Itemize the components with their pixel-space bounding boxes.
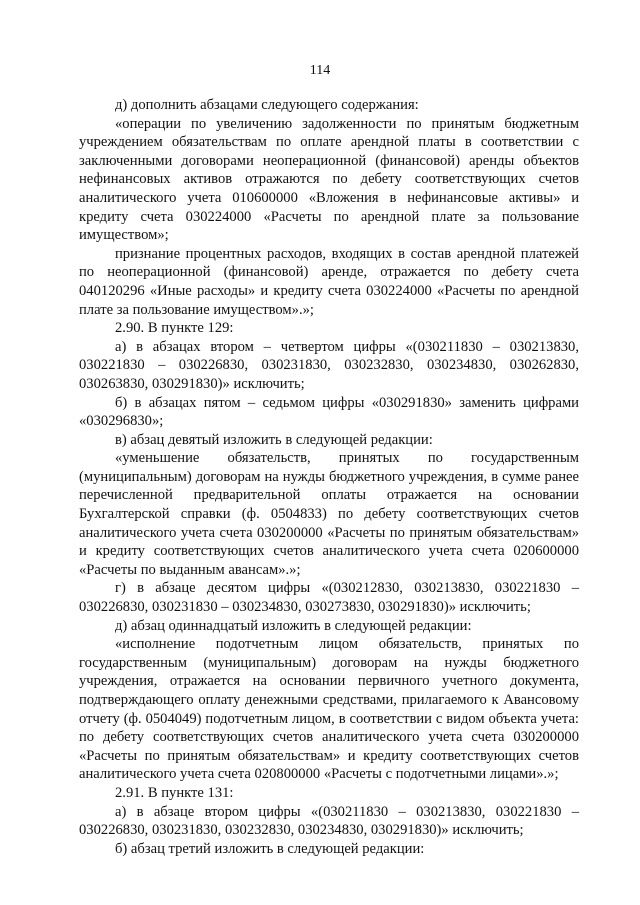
paragraph-interest-expenses: признание процентных расходов, входящих в состав арендной платежей по неоперационной (финансовой) аренде, отражается по дебету счета 040120296 «Иные расходы» и кредиту счета 030224000 «Расчеты по арендной плате за пользование имуществом».»; — [79, 245, 579, 318]
paragraph-2-90-g: г) в абзаце десятом цифры «(030212830, 030213830, 030221830 – 030226830, 030231830 – 030234830, 030273830, 030291830)» исключить; — [79, 580, 579, 616]
paragraph-2-91-b: б) абзац третий изложить в следующей редакции: — [115, 840, 425, 857]
paragraph-accountable-person: «исполнение подотчетным лицом обязательств, принятых по государственным (муниципальным) договорам на нужды бюджетного учреждения, отражается на основании первичного учетного документа, подтверждающего оплату денежными средствами, прилагаемого к Авансовому отчету (ф. 0504049) подотчетным лицом, в соответствии с видом объекта учета: по дебету соответствующих счетов аналитического учета счета 030200000 «Расчеты по принятым обязательствам» и кредиту соответствующих счетов аналитического учета счета 020800000 «Расчеты с подотчетными лицами».»; — [79, 636, 579, 783]
paragraph-lease-operations: «операции по увеличению задолженности по принятым бюджетным учреждением обязательствам по оплате арендной платы в соответствии с заключенными договорами неоперационной (финансовой) аренды объектов нефинансовых активов отражаются по дебету соответствующих счетов аналитического учета 010600000 «Вложения в нефинансовые активы» и кредиту счета 030224000 «Расчеты по арендной плате за пользование имуществом»; — [79, 115, 579, 244]
paragraph-2-90-b: б) в абзацах пятом – седьмом цифры «030291830» заменить цифрами «030296830»; — [79, 394, 579, 430]
paragraph-item-2-90: 2.90. В пункте 129: — [115, 320, 234, 337]
paragraph-2-90-v: в) абзац девятый изложить в следующей редакции: — [115, 431, 433, 448]
page-number: 114 — [309, 63, 331, 78]
paragraph-obligation-decrease: «уменьшение обязательств, принятых по государственным (муниципальным) договорам на нужды бюджетного учреждения, в сумме ранее перечисленной предварительной оплаты отражается на основании Бухгалтерской справки (ф. 0504833) по дебету соответствующих счетов аналитического учета счета 030200000 «Расчеты по принятым обязательствам» и кредиту соответствующих счетов аналитического учета счета 020600000 «Расчеты по выданным авансам».»; — [79, 450, 579, 578]
paragraph-intro: д) дополнить абзацами следующего содержания: — [115, 97, 419, 113]
paragraph-2-90-d: д) абзац одиннадцатый изложить в следующей редакции: — [115, 617, 472, 634]
paragraph-item-2-91: 2.91. В пункте 131: — [115, 784, 234, 801]
paragraph-2-91-a: а) в абзаце втором цифры «(030211830 – 030213830, 030221830 – 030226830, 030231830, 030232830, 030234830, 030291830)» исключить; — [79, 803, 579, 839]
paragraph-2-90-a: а) в абзацах втором – четвертом цифры «(030211830 – 030213830, 030221830 – 030226830, 030231830, 030232830, 030234830, 030262830, 030263830, 030291830)» исключить; — [79, 338, 579, 392]
document-body — [79, 96, 579, 858]
